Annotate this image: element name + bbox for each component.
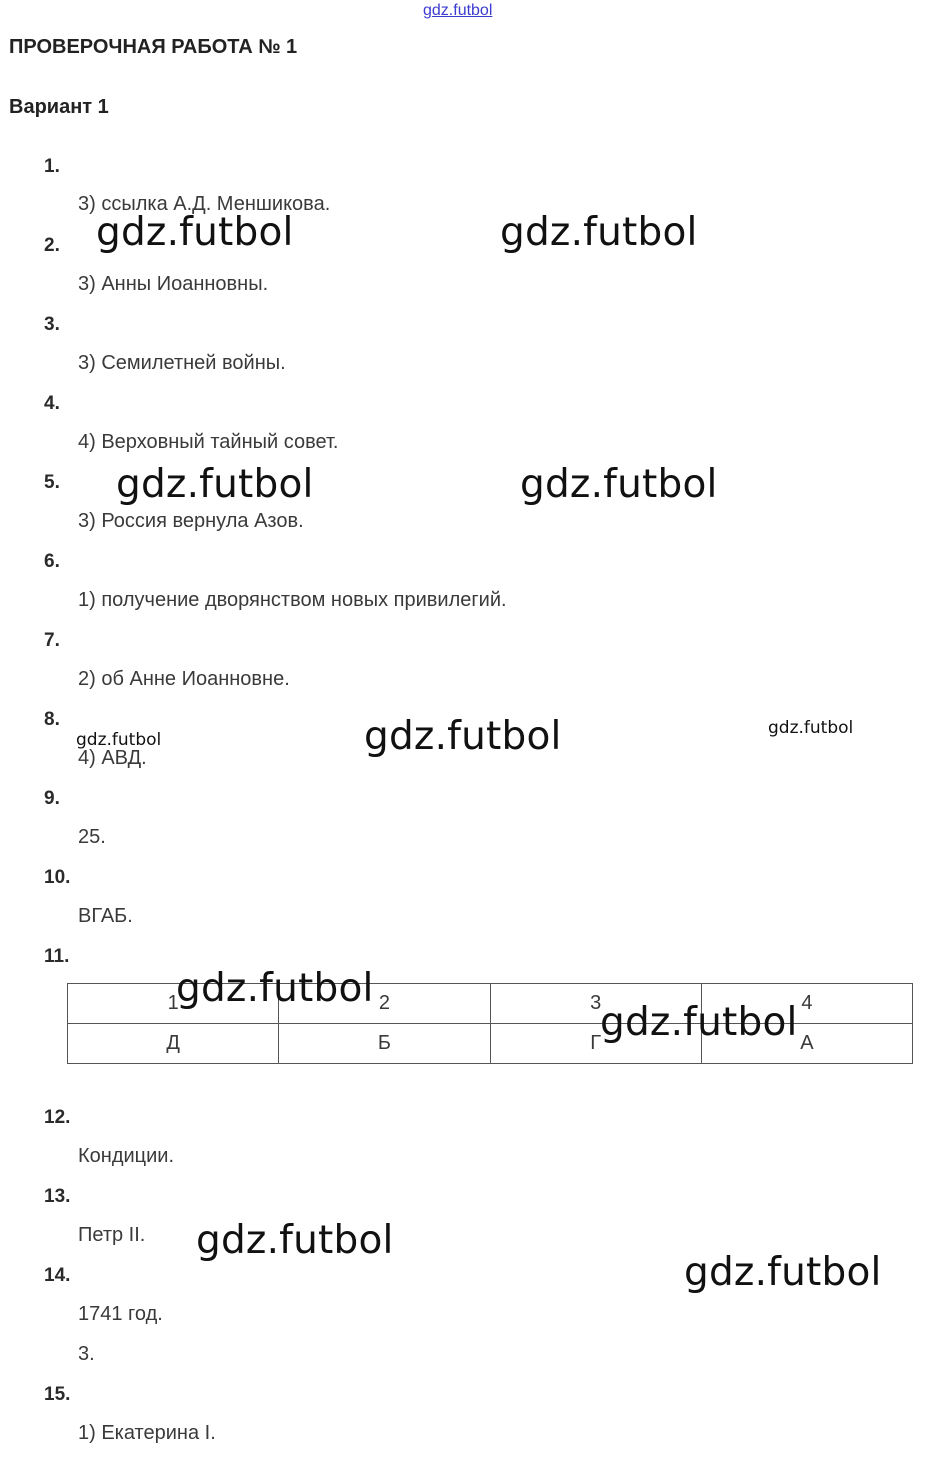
table-cell: 2: [279, 984, 490, 1024]
answer-text: 25.: [78, 826, 106, 848]
table-cell: Г: [490, 1024, 701, 1064]
question-number: 10.: [44, 867, 71, 888]
answer-text: 4) Верховный тайный совет.: [78, 431, 339, 453]
question-number: 3.: [44, 314, 60, 335]
watermark: gdz.futbol: [364, 714, 562, 759]
question-number: 6.: [44, 551, 60, 572]
table-cell: Д: [68, 1024, 279, 1064]
watermark: gdz.futbol: [116, 462, 314, 507]
answer-text: 3) Семилетней войны.: [78, 352, 286, 374]
variant-heading: Вариант 1: [9, 96, 109, 118]
answer-text: 3) ссылка А.Д. Меншикова.: [78, 193, 331, 215]
answer-text: Кондиции.: [78, 1145, 175, 1167]
watermark: gdz.futbol: [684, 1250, 882, 1295]
table-cell: 1: [68, 984, 279, 1024]
question-number: 11.: [44, 946, 70, 967]
question-number: 1.: [44, 156, 60, 177]
question-number: 4.: [44, 393, 60, 414]
watermark: gdz.futbol: [96, 210, 294, 255]
site-link[interactable]: gdz.futbol: [423, 2, 493, 19]
watermark: gdz.futbol: [176, 966, 374, 1011]
question-number: 15.: [44, 1384, 71, 1405]
answer-text: ВГАБ.: [78, 905, 133, 927]
watermark: gdz.futbol: [600, 1000, 798, 1045]
table-cell: А: [701, 1024, 912, 1064]
question-number: 2.: [44, 235, 60, 256]
watermark: gdz.futbol: [196, 1218, 394, 1263]
answer-text: 2) об Анне Иоанновне.: [78, 668, 290, 690]
question-number: 9.: [44, 788, 60, 809]
watermark: gdz.futbol: [76, 730, 162, 750]
question-number: 13.: [44, 1186, 71, 1207]
question-number: 8.: [44, 709, 60, 730]
answer-text: 3) Анны Иоанновны.: [78, 273, 269, 295]
question-number: 5.: [44, 472, 60, 493]
question-number: 12.: [44, 1107, 71, 1128]
watermark: gdz.futbol: [768, 718, 854, 738]
table-cell: 3: [490, 984, 701, 1024]
watermark: gdz.futbol: [520, 462, 718, 507]
answer-text: 1) получение дворянством новых привилегий.: [78, 589, 507, 611]
question-number: 14.: [44, 1265, 71, 1286]
answer-text: 1741 год.: [78, 1303, 163, 1325]
watermark: gdz.futbol: [500, 210, 698, 255]
answer-text: 3) Россия вернула Азов.: [78, 510, 304, 532]
question-number: 7.: [44, 630, 60, 651]
table-cell: Б: [279, 1024, 490, 1064]
table-cell: 4: [701, 984, 912, 1024]
answer-text: 1) Екатерина I.: [78, 1422, 216, 1444]
answer-text: Петр II.: [78, 1224, 146, 1246]
answer-text: 4) АВД.: [78, 747, 147, 769]
page-title: ПРОВЕРОЧНАЯ РАБОТА № 1: [9, 36, 298, 58]
answer-text: 3.: [78, 1343, 95, 1365]
